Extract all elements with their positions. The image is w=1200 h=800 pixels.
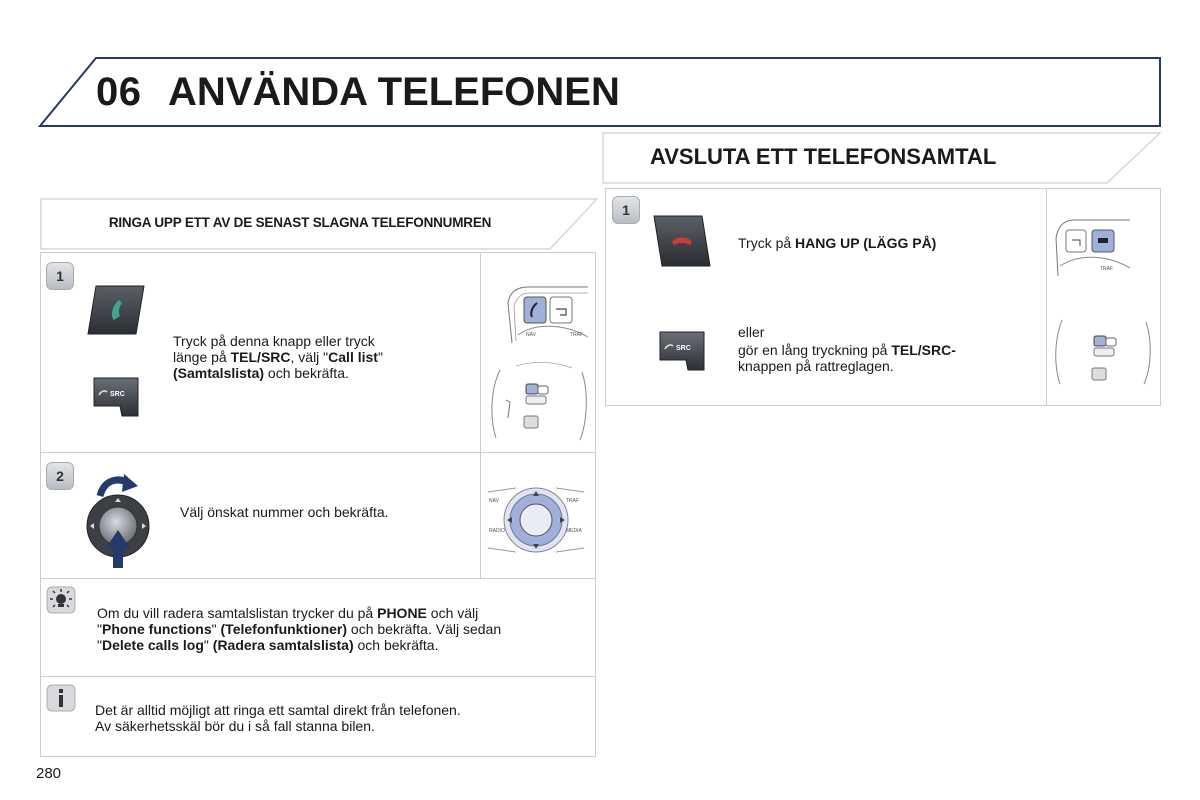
steering-control-illustration <box>504 283 590 347</box>
or-label: eller <box>738 324 765 340</box>
alternative-text <box>738 324 1038 374</box>
src-button-icon <box>658 330 708 372</box>
left-section-title: RINGA UPP ETT AV DE SENAST SLAGNA TELEFONNUMREN <box>108 215 492 230</box>
rotary-knob-icon <box>84 470 154 570</box>
alt-line-1: gör en lång tryckning på TEL/SRC- <box>738 342 956 358</box>
svg-text:TRAF: TRAF <box>566 498 580 504</box>
chapter-title: ANVÄNDA TELEFONEN <box>168 70 620 114</box>
step1-text-line-b: länge på TEL/SRC, välj "Call list" <box>173 349 383 365</box>
svg-text:NAV: NAV <box>526 332 536 338</box>
page-number: 280 <box>36 765 62 782</box>
divider <box>1046 188 1047 406</box>
svg-text:NAV: NAV <box>489 498 499 504</box>
svg-text:MEDIA: MEDIA <box>566 528 582 534</box>
chapter-number: 06 <box>96 70 142 114</box>
info-line-2: Av säkerhetsskäl bör du i så fall stanna bilen. <box>95 718 375 734</box>
phone-call-icon <box>86 284 146 336</box>
svg-text:RADIO: RADIO <box>489 528 505 534</box>
tip-line-3: "Delete calls log" (Radera samtalslista) och bekräfta. <box>97 637 439 653</box>
step-badge-1: 1 <box>46 262 74 290</box>
step-badge-2: 2 <box>46 462 74 490</box>
divider <box>480 252 481 578</box>
info-icon <box>46 684 76 712</box>
src-button-icon <box>92 376 142 418</box>
divider <box>40 578 596 579</box>
step1-text-line-a: Tryck på denna knapp eller tryck <box>173 333 375 349</box>
divider <box>40 452 596 453</box>
info-line-1: Det är alltid möjligt att ringa ett samtal direkt från telefonen. <box>95 702 461 718</box>
tip-line-2: "Phone functions" (Telefonfunktioner) och bekräfta. Välj sedan <box>97 621 502 637</box>
steering-control-illustration-right <box>1054 216 1130 278</box>
tip-lamp-icon <box>46 586 76 614</box>
rotary-controller-illustration <box>486 482 586 558</box>
tip-text <box>97 605 587 653</box>
steering-wheel-illustration <box>486 360 590 450</box>
step1-text-line-c: (Samtalslista) och bekräfta. <box>173 365 349 381</box>
step1-text <box>173 333 463 381</box>
svg-text:TRAF: TRAF <box>1100 266 1114 272</box>
src-label: SRC <box>676 345 691 352</box>
src-label: SRC <box>110 391 125 398</box>
step2-text: Välj önskat nummer och bekräfta. <box>180 504 389 520</box>
tip-line-1: Om du vill radera samtalslistan trycker du på PHONE och välj <box>97 605 479 621</box>
svg-text:TRAF: TRAF <box>570 332 584 338</box>
divider <box>40 676 596 677</box>
step-badge-1-right: 1 <box>612 196 640 224</box>
hangup-text: Tryck på HANG UP (LÄGG PÅ) <box>738 235 937 251</box>
info-text <box>95 702 585 734</box>
hang-up-icon <box>652 214 712 268</box>
right-section-title: AVSLUTA ETT TELEFONSAMTAL <box>650 144 997 169</box>
steering-wheel-illustration-right <box>1052 312 1152 392</box>
alt-line-2: knappen på rattreglagen. <box>738 358 894 374</box>
